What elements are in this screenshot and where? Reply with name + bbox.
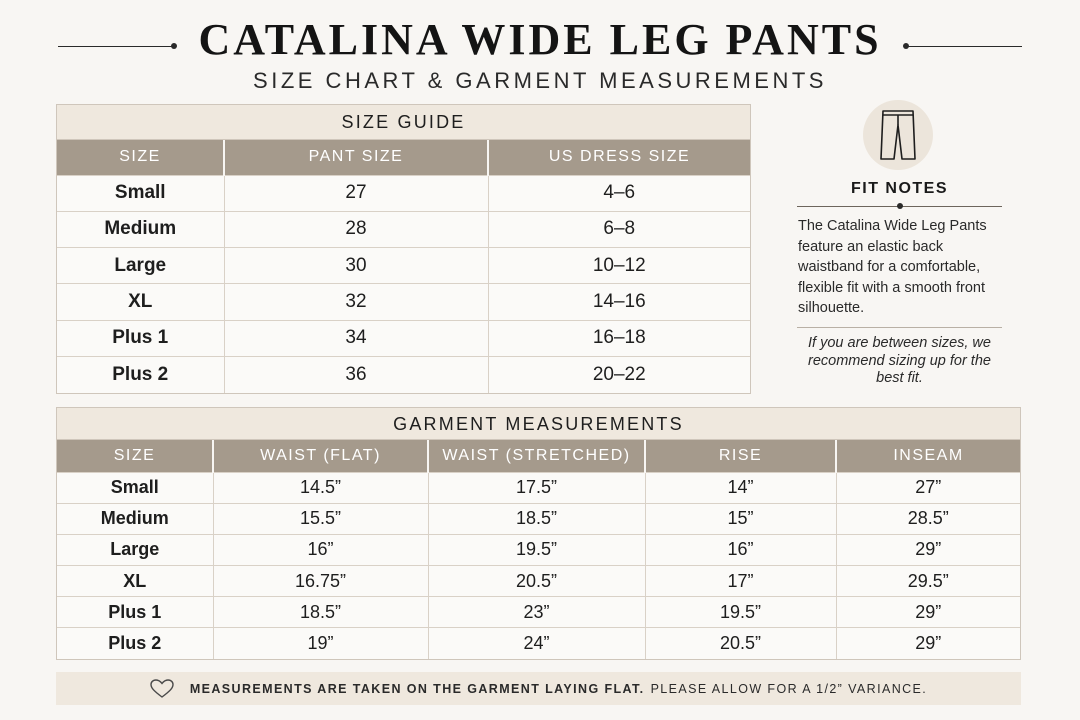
table-row <box>57 175 750 211</box>
waist-flat-cell: 15.5” <box>213 503 428 534</box>
waist-stretched-cell: 20.5” <box>428 566 645 597</box>
size-cell: Plus 1 <box>57 597 213 628</box>
fit-recommendation: If you are between sizes, we recommend sizing up for the best fit. <box>808 335 991 386</box>
column-header: INSEAM <box>836 440 1020 472</box>
inseam-cell: 29.5” <box>836 566 1020 597</box>
fit-notes-body: The Catalina Wide Leg Pants feature an elastic back waistband for a comfortable, flexible fit with a smooth front silhouette. <box>798 218 987 316</box>
size-cell: Plus 2 <box>57 356 224 392</box>
footer-variance-note: PLEASE ALLOW FOR A 1/2” VARIANCE. <box>650 681 928 696</box>
waist-stretched-cell: 23” <box>428 597 645 628</box>
size-cell: Large <box>57 534 213 565</box>
pant-size-cell: 27 <box>224 175 488 211</box>
footer-note <box>56 672 1021 705</box>
size-guide-header-row <box>57 140 750 175</box>
heart-icon <box>150 679 174 699</box>
page-subtitle: SIZE CHART & GARMENT MEASUREMENTS <box>253 68 827 93</box>
page-title: CATALINA WIDE LEG PANTS <box>198 15 882 64</box>
footer-measurement-note: MEASUREMENTS ARE TAKEN ON THE GARMENT LAYING FLAT. <box>189 681 645 696</box>
pant-size-cell: 32 <box>224 284 488 320</box>
waist-flat-cell: 19” <box>213 628 428 659</box>
table-row <box>57 503 1020 534</box>
fit-notes-divider-dot <box>897 203 903 209</box>
column-header: SIZE <box>57 440 213 472</box>
title-rule-left <box>58 46 173 47</box>
waist-flat-cell: 16” <box>213 534 428 565</box>
inseam-cell: 28.5” <box>836 503 1020 534</box>
dress-size-cell: 4–6 <box>488 175 750 211</box>
rise-cell: 17” <box>645 566 836 597</box>
table-row <box>57 356 750 392</box>
size-cell: XL <box>57 284 224 320</box>
size-cell: Medium <box>57 211 224 247</box>
waist-stretched-cell: 24” <box>428 628 645 659</box>
pant-size-cell: 30 <box>224 248 488 284</box>
table-row <box>57 597 1020 628</box>
table-row <box>57 566 1020 597</box>
dress-size-cell: 6–8 <box>488 211 750 247</box>
rise-cell: 14” <box>645 472 836 503</box>
rise-cell: 20.5” <box>645 628 836 659</box>
garment-header-row <box>57 440 1020 472</box>
size-cell: Plus 2 <box>57 628 213 659</box>
dress-size-cell: 16–18 <box>488 320 750 356</box>
size-cell: Medium <box>57 503 213 534</box>
column-header: WAIST (FLAT) <box>213 440 428 472</box>
title-rule-right <box>907 46 1022 47</box>
dress-size-cell: 10–12 <box>488 248 750 284</box>
dress-size-cell: 14–16 <box>488 284 750 320</box>
inseam-cell: 27” <box>836 472 1020 503</box>
waist-flat-cell: 18.5” <box>213 597 428 628</box>
waist-flat-cell: 14.5” <box>213 472 428 503</box>
table-row <box>57 211 750 247</box>
size-cell: Large <box>57 248 224 284</box>
size-guide-title: SIZE GUIDE <box>57 105 750 140</box>
inseam-cell: 29” <box>836 628 1020 659</box>
waist-stretched-cell: 17.5” <box>428 472 645 503</box>
inseam-cell: 29” <box>836 534 1020 565</box>
pant-size-cell: 36 <box>224 356 488 392</box>
waist-stretched-cell: 18.5” <box>428 503 645 534</box>
table-row <box>57 284 750 320</box>
column-header: US DRESS SIZE <box>488 140 750 175</box>
size-cell: Small <box>57 175 224 211</box>
inseam-cell: 29” <box>836 597 1020 628</box>
column-header: RISE <box>645 440 836 472</box>
pant-size-cell: 28 <box>224 211 488 247</box>
garment-measurements-title: GARMENT MEASUREMENTS <box>57 408 1020 440</box>
size-cell: Plus 1 <box>57 320 224 356</box>
garment-measurements-table <box>56 407 1021 660</box>
pant-size-cell: 34 <box>224 320 488 356</box>
table-row <box>57 320 750 356</box>
size-cell: Small <box>57 472 213 503</box>
waist-flat-cell: 16.75” <box>213 566 428 597</box>
fit-notes-divider-2 <box>797 327 1002 328</box>
title-rule-left-dot <box>171 43 177 49</box>
pants-icon <box>863 100 933 170</box>
rise-cell: 16” <box>645 534 836 565</box>
column-header: SIZE <box>57 140 224 175</box>
table-row <box>57 534 1020 565</box>
rise-cell: 19.5” <box>645 597 836 628</box>
column-header: PANT SIZE <box>224 140 488 175</box>
table-row <box>57 472 1020 503</box>
waist-stretched-cell: 19.5” <box>428 534 645 565</box>
table-row <box>57 628 1020 659</box>
fit-notes-title: FIT NOTES <box>850 180 949 197</box>
size-guide-table <box>56 104 751 394</box>
rise-cell: 15” <box>645 503 836 534</box>
column-header: WAIST (STRETCHED) <box>428 440 645 472</box>
dress-size-cell: 20–22 <box>488 356 750 392</box>
size-cell: XL <box>57 566 213 597</box>
table-row <box>57 248 750 284</box>
